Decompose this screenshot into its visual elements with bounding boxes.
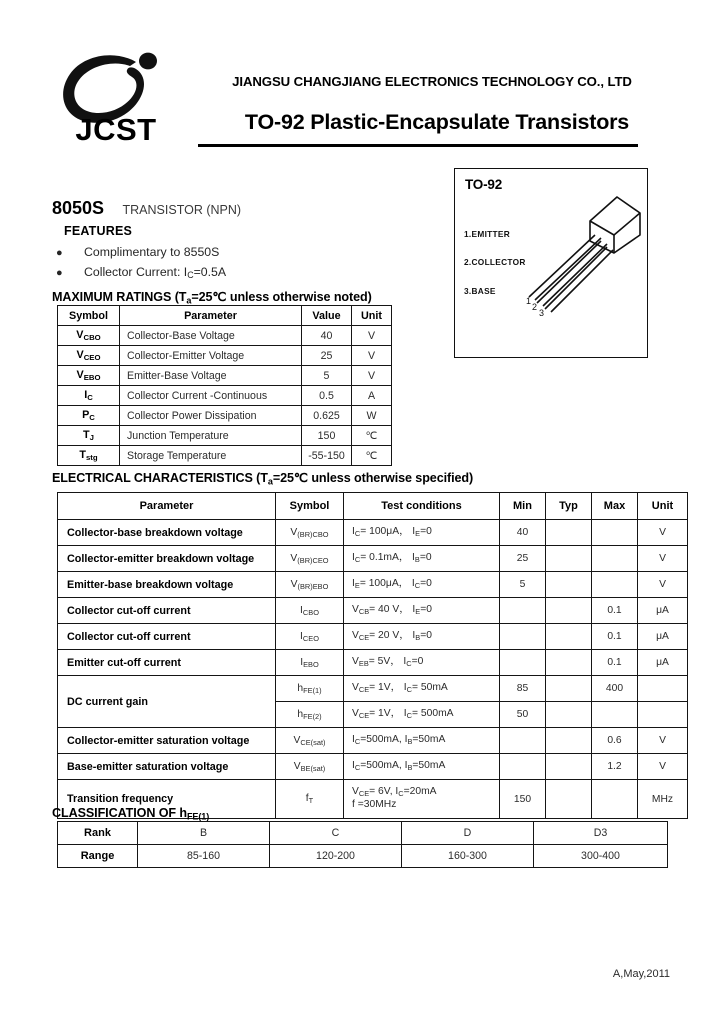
cell-parameter: Collector cut-off current <box>58 624 276 650</box>
lead-number-1: 1 <box>526 296 532 306</box>
cell-symbol: $I_C$ <box>58 386 120 406</box>
cell-value: 40 <box>302 326 352 346</box>
package-title: TO-92 <box>465 177 503 192</box>
cell-parameter: Collector Current -Continuous <box>120 386 302 406</box>
cell-max <box>592 572 638 598</box>
cell-unit: μA <box>638 598 688 624</box>
cell-max: 0.1 <box>592 598 638 624</box>
col-symbol: Symbol <box>58 306 120 326</box>
max-ratings-heading-post: =25℃ unless otherwise noted) <box>191 290 372 304</box>
cell-range: 300-400 <box>534 845 668 868</box>
max-ratings-heading-sub: a <box>186 295 192 306</box>
col-typ: Typ <box>546 493 592 520</box>
cell-parameter: Collector-emitter breakdown voltage <box>58 546 276 572</box>
col-min: Min <box>500 493 546 520</box>
feature-text: Collector Current: I <box>84 265 188 279</box>
max-ratings-heading-pre: MAXIMUM RATINGS (T <box>52 290 187 304</box>
cell-test-conditions: $I_C= 0.1mA$， $I_B=0$ <box>344 546 500 572</box>
cell-max: 0.1 <box>592 650 638 676</box>
part-number: 8050S <box>52 198 105 218</box>
cell-parameter: Storage Temperature <box>120 446 302 466</box>
table-header-row <box>58 306 392 326</box>
cell-rank: D3 <box>534 822 668 845</box>
table-row <box>58 598 688 624</box>
company-logo <box>52 52 184 160</box>
table-row <box>58 822 668 845</box>
electrical-characteristics-table <box>57 492 688 822</box>
table-row <box>58 572 688 598</box>
cell-symbol: $V_{CE(sat)}$ <box>276 728 344 754</box>
col-parameter: Parameter <box>120 306 302 326</box>
cell-symbol: $V_{(BR)CBO}$ <box>276 520 344 546</box>
cell-max: 1.2 <box>592 754 638 780</box>
cell-unit: V <box>638 546 688 572</box>
features-heading: FEATURES <box>64 224 133 238</box>
cell-symbol: $V_{EBO}$ <box>58 366 120 386</box>
cell-min: 50 <box>500 702 546 728</box>
cell-typ <box>546 598 592 624</box>
cell-max: 400 <box>592 676 638 702</box>
cell-value: 0.625 <box>302 406 352 426</box>
cell-test-conditions: $I_C=500mA$, $I_B=50mA$ <box>344 728 500 754</box>
cell-unit: V <box>638 728 688 754</box>
cell-unit <box>638 702 688 728</box>
col-value: Value <box>302 306 352 326</box>
cell-symbol: $V_{BE(sat)}$ <box>276 754 344 780</box>
cell-parameter: Collector cut-off current <box>58 598 276 624</box>
table-row <box>58 326 392 346</box>
feature-text-post: =0.5A <box>193 265 227 279</box>
cell-test-conditions: $I_E= 100\mu A$， $I_C=0$ <box>344 572 500 598</box>
feature-item <box>56 265 226 280</box>
electrical-heading-post: =25℃ unless otherwise specified) <box>272 471 474 485</box>
cell-typ <box>546 728 592 754</box>
cell-test-conditions: $V_{CE}= 6V$, $I_C=20mA$ f =30MHz <box>344 780 500 819</box>
cell-min: 150 <box>500 780 546 819</box>
cell-typ <box>546 702 592 728</box>
table-row <box>58 754 688 780</box>
classification-heading <box>52 806 209 821</box>
logo-wordmark: JCST <box>75 112 157 147</box>
cell-typ <box>546 546 592 572</box>
cell-parameter: Collector-emitter saturation voltage <box>58 728 276 754</box>
table-row <box>58 650 688 676</box>
cell-range: 160-300 <box>402 845 534 868</box>
table-row <box>58 446 392 466</box>
cell-test-conditions: $V_{EB}= 5V$， $I_C=0$ <box>344 650 500 676</box>
cell-min <box>500 598 546 624</box>
cell-typ <box>546 676 592 702</box>
cell-typ <box>546 650 592 676</box>
cell-symbol: $h_{FE(2)}$ <box>276 702 344 728</box>
cell-min <box>500 624 546 650</box>
col-symbol: Symbol <box>276 493 344 520</box>
cell-typ <box>546 780 592 819</box>
cell-symbol: $f_T$ <box>276 780 344 819</box>
cell-unit: V <box>638 754 688 780</box>
cell-parameter: DC current gain <box>58 676 276 728</box>
cell-value: 0.5 <box>302 386 352 406</box>
cell-unit: ℃ <box>352 426 392 446</box>
cell-min <box>500 650 546 676</box>
footer-revision: A,May,2011 <box>612 968 670 980</box>
cell-symbol: $V_{(BR)CEO}$ <box>276 546 344 572</box>
pin-label-base: 3.BASE <box>464 286 496 296</box>
cell-unit: V <box>352 326 392 346</box>
cell-min: 85 <box>500 676 546 702</box>
cell-value: 25 <box>302 346 352 366</box>
cell-max <box>592 702 638 728</box>
cell-symbol: $I_{CBO}$ <box>276 598 344 624</box>
cell-unit: V <box>352 366 392 386</box>
cell-symbol: $T_J$ <box>58 426 120 446</box>
cell-symbol: $V_{CBO}$ <box>58 326 120 346</box>
col-conditions: Test conditions <box>344 493 500 520</box>
bullet-icon: ● <box>56 247 63 259</box>
col-parameter: Parameter <box>58 493 276 520</box>
cell-symbol: $P_C$ <box>58 406 120 426</box>
cell-unit: MHz <box>638 780 688 819</box>
cell-parameter: Collector-Base Voltage <box>120 326 302 346</box>
document-title: TO-92 Plastic-Encapsulate Transistors <box>244 110 630 134</box>
cell-symbol: $V_{CEO}$ <box>58 346 120 366</box>
cell-max <box>592 520 638 546</box>
table-row <box>58 386 392 406</box>
feature-item <box>56 245 219 259</box>
cell-typ <box>546 754 592 780</box>
electrical-heading <box>52 470 473 486</box>
cell-typ <box>546 520 592 546</box>
cell-rank: C <box>270 822 402 845</box>
cell-value: 5 <box>302 366 352 386</box>
cell-parameter: Collector-Emitter Voltage <box>120 346 302 366</box>
cell-unit: ℃ <box>352 446 392 466</box>
classification-table <box>57 821 668 868</box>
table-row <box>58 346 392 366</box>
cell-unit <box>638 676 688 702</box>
cell-min: 25 <box>500 546 546 572</box>
electrical-heading-pre: ELECTRICAL CHARACTERISTICS (T <box>52 471 268 485</box>
feature-subscript: C <box>187 270 194 281</box>
cell-unit: W <box>352 406 392 426</box>
table-row <box>58 624 688 650</box>
cell-symbol: $h_{FE(1)}$ <box>276 676 344 702</box>
cell-typ <box>546 572 592 598</box>
max-ratings-heading <box>52 289 372 305</box>
electrical-heading-sub: a <box>267 476 273 487</box>
cell-unit: V <box>352 346 392 366</box>
classification-heading-pre: CLASSIFICATION OF h <box>52 806 187 820</box>
col-max: Max <box>592 493 638 520</box>
package-outline-box <box>454 168 648 358</box>
part-heading <box>52 198 452 220</box>
table-row <box>58 366 392 386</box>
table-row <box>58 426 392 446</box>
cell-symbol: $I_{EBO}$ <box>276 650 344 676</box>
cell-min: 5 <box>500 572 546 598</box>
cell-value: -55-150 <box>302 446 352 466</box>
cell-max: 0.1 <box>592 624 638 650</box>
cell-rank: B <box>138 822 270 845</box>
cell-parameter: Collector-base breakdown voltage <box>58 520 276 546</box>
table-row <box>58 676 688 702</box>
maximum-ratings-table <box>57 305 392 466</box>
cell-test-conditions: $V_{CB}= 40$ V， $I_E=0$ <box>344 598 500 624</box>
page-header <box>52 52 672 160</box>
company-name: JIANGSU CHANGJIANG ELECTRONICS TECHNOLOGY CO., LTD <box>232 74 632 89</box>
cell-max <box>592 546 638 572</box>
cell-min <box>500 728 546 754</box>
col-unit: Unit <box>638 493 688 520</box>
cell-test-conditions: $V_{CE}= 20$ V， $I_B=0$ <box>344 624 500 650</box>
classification-heading-sub: FE(1) <box>187 811 210 822</box>
part-description: TRANSISTOR (NPN) <box>122 203 242 217</box>
cell-unit: V <box>638 520 688 546</box>
cell-typ <box>546 624 592 650</box>
cell-min <box>500 754 546 780</box>
cell-test-conditions: $V_{CE}= 1V$， $I_C= 500mA$ <box>344 702 500 728</box>
cell-value: 150 <box>302 426 352 446</box>
table-row <box>58 845 668 868</box>
cell-range: 85-160 <box>138 845 270 868</box>
cell-parameter: Base-emitter saturation voltage <box>58 754 276 780</box>
cell-parameter: Emitter cut-off current <box>58 650 276 676</box>
cell-max: 0.6 <box>592 728 638 754</box>
cell-symbol: $I_{CEO}$ <box>276 624 344 650</box>
cell-rank: D <box>402 822 534 845</box>
cell-parameter: Transition frequency <box>58 780 276 819</box>
title-divider <box>198 144 638 147</box>
cell-symbol: $T_{stg}$ <box>58 446 120 466</box>
cell-test-conditions: $I_C=500mA$, $I_B=50mA$ <box>344 754 500 780</box>
cell-symbol: $V_{(BR)EBO}$ <box>276 572 344 598</box>
cell-max <box>592 780 638 819</box>
table-row <box>58 728 688 754</box>
col-unit: Unit <box>352 306 392 326</box>
cell-range: 120-200 <box>270 845 402 868</box>
to-92-transistor-drawing <box>513 191 645 319</box>
feature-text: Complimentary to 8550S <box>84 245 220 259</box>
cell-test-conditions: $V_{CE}= 1V$， $I_C= 50mA$ <box>344 676 500 702</box>
cell-unit: A <box>352 386 392 406</box>
row-label: Rank <box>58 822 138 845</box>
cell-min: 40 <box>500 520 546 546</box>
cell-parameter: Emitter-Base Voltage <box>120 366 302 386</box>
row-label: Range <box>58 845 138 868</box>
cell-test-conditions: $I_C= 100\mu A$， $I_E=0$ <box>344 520 500 546</box>
cell-parameter: Collector Power Dissipation <box>120 406 302 426</box>
table-row <box>58 546 688 572</box>
table-header-row <box>58 493 688 520</box>
pin-label-emitter: 1.EMITTER <box>464 229 511 239</box>
table-row <box>58 406 392 426</box>
lead-number-2: 2 <box>532 302 538 312</box>
table-row <box>58 520 688 546</box>
bullet-icon: ● <box>56 267 63 279</box>
cell-parameter: Junction Temperature <box>120 426 302 446</box>
pin-label-collector: 2.COLLECTOR <box>464 257 526 267</box>
cell-unit: μA <box>638 624 688 650</box>
cell-unit: V <box>638 572 688 598</box>
lead-number-3: 3 <box>539 308 545 318</box>
cell-unit: μA <box>638 650 688 676</box>
cell-parameter: Emitter-base breakdown voltage <box>58 572 276 598</box>
